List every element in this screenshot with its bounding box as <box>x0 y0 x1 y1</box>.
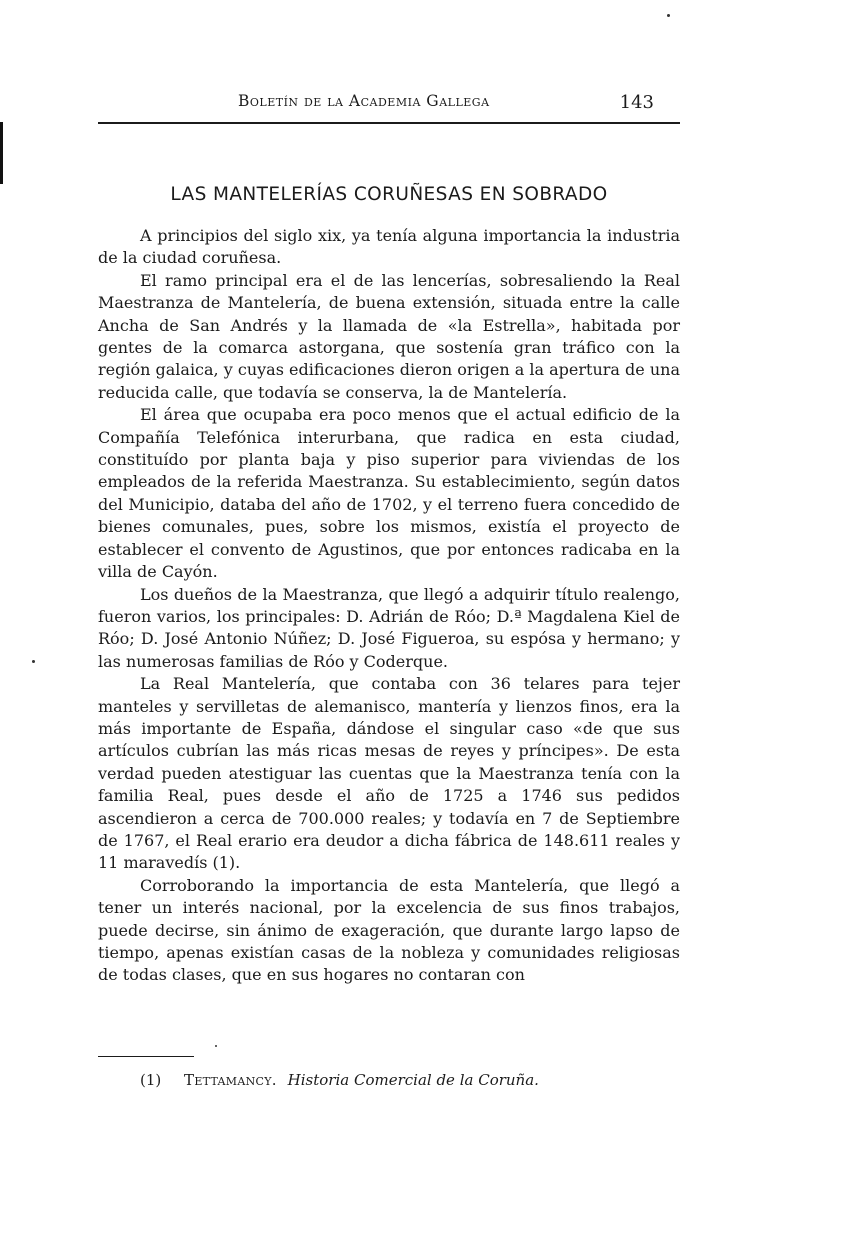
running-title: Boletín de la Academia Gallega <box>238 92 490 110</box>
scan-speck <box>667 14 670 17</box>
paragraph-3: El área que ocupaba era poco menos que el actual edificio de la Compañía Telefónica interurbana, que radica en esta ciudad, constituído por planta baja y piso superior para viviendas de los empleados de la referida Maestranza. Su establecimiento, según datos del Municipio, databa del año de 1702, y el terreno fuera concedido de bienes comunales, pues, sobre los mismos, existía el proyecto de establecer el convento de Agustinos, que por entonces radicaba en la villa de Cayón. <box>98 405 680 582</box>
footnote-work: Historia Comercial de la Coruña. <box>287 1071 539 1089</box>
footnote-author: Tettamancy. <box>184 1071 277 1089</box>
scan-margin-mark <box>0 122 3 184</box>
header-rule <box>98 122 680 124</box>
paragraph-5: La Real Mantelería, que contaba con 36 telares para tejer manteles y servilletas de alemanisco, mantería y lienzos finos, era la más importante de España, dándose el singular caso «de que sus artículos cubrían las más ricas mesas de reyes y príncipes». De esta verdad pueden atestiguar las cuentas que la Maestranza tenía con la familia Real, pues desde el año de 1725 a 1746 sus pedidos ascendieron a cerca de 700.000 reales; y todavía en 7 de Septiembre de 1767, el Real erario era deudor a dicha fábrica de 148.611 reales y 11 maravedís (1). <box>98 674 680 873</box>
article-title: LAS MANTELERÍAS CORUÑESAS EN SOBRADO <box>170 184 608 206</box>
footnote-number: (1) <box>140 1071 162 1089</box>
scan-speck <box>32 660 35 663</box>
scan-speck <box>215 1045 217 1047</box>
footnote-rule <box>98 1056 194 1057</box>
paragraph-4: Los dueños de la Maestranza, que llegó a adquirir título realengo, fueron varios, los principales: D. Adrián de Róo; D.ª Magdalena Kiel de Róo; D. José Antonio Núñez; D. José Figueroa, su espósa y hermano; y las numerosas familias de Róo y Coderque. <box>98 584 680 671</box>
page-header <box>98 92 680 124</box>
article-body <box>98 225 680 987</box>
footnote <box>140 1071 539 1089</box>
page-number: 143 <box>619 92 654 113</box>
paragraph-1: A principios del siglo xix, ya tenía alguna importancia la industria de la ciudad coruñesa. <box>98 226 680 268</box>
paragraph-6: Corroborando la importancia de esta Mantelería, que llegó a tener un interés nacional, por la excelencia de sus finos trabajos, puede decirse, sin ánimo de exageración, que durante largo lapso de tiempo, apenas existían casas de la nobleza y comunidades religiosas de todas clases, que en sus hogares no contaran con <box>98 875 680 985</box>
paragraph-2: El ramo principal era el de las lencerías, sobresaliendo la Real Maestranza de Mantelería, de buena extensión, situada entre la calle Ancha de San Andrés y la llamada de «la Estrella», habitada por gentes de la comarca astorgana, que sostenía gran tráfico con la región galaica, y cuyas edificaciones dieron origen a la apertura de una reducida calle, que todavía se conserva, la de Mantelería. <box>98 270 680 402</box>
